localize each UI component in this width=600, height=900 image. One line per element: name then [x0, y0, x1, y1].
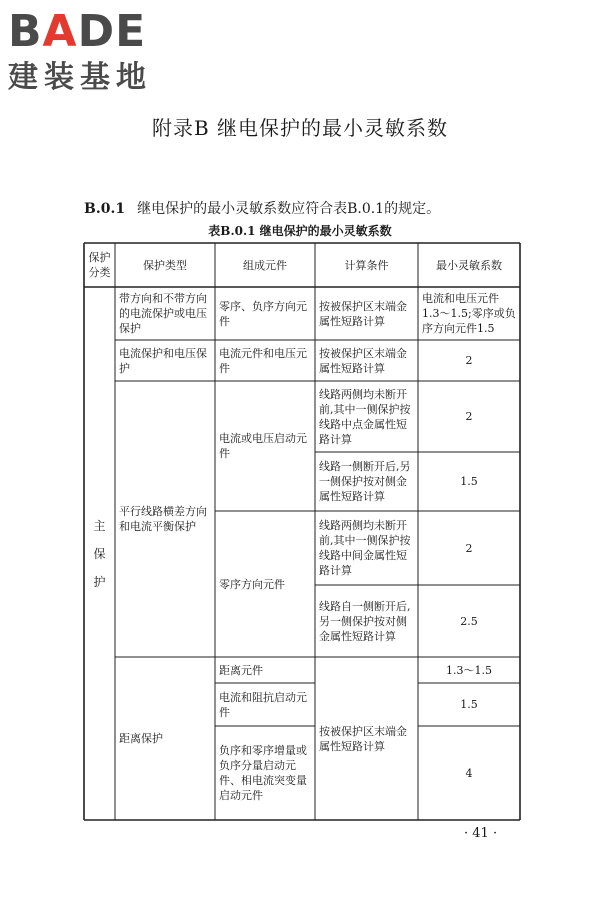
row4-coefficient: 1.5: [460, 475, 478, 488]
clause-number: B.0.1: [84, 201, 126, 217]
row9-component: 负序和零序增量或负序分量启动元件、相电流突变量启动元件: [219, 744, 307, 802]
row7-condition: 按被保护区末端金属性短路计算: [319, 724, 407, 753]
row8-coefficient: 1.5: [460, 698, 478, 711]
row8-component: 电流和阻抗启动元件: [219, 690, 307, 719]
header-category: 保护分类: [88, 251, 111, 279]
table-caption: 表B.0.1 继电保护的最小灵敏系数: [208, 224, 392, 238]
row2-component: 电流元件和电压元件: [219, 346, 307, 375]
row7-type: 距离保护: [119, 732, 163, 745]
row7-component: 距离元件: [219, 663, 263, 677]
row5-component: 零序方向元件: [219, 577, 285, 591]
row6-coefficient: 2.5: [460, 614, 478, 628]
row3-component: 电流或电压启动元件: [219, 432, 307, 460]
row2-coefficient: 2: [465, 354, 473, 367]
logo-main-text: BADE: [8, 6, 147, 57]
row3-type: 平行线路横差方向和电流平衡保护: [119, 505, 207, 533]
logo-sub-text: 建装基地: [8, 60, 152, 95]
row7-coefficient: 1.3～1.5: [446, 663, 492, 677]
row2-type: 电流保护和电压保护: [119, 346, 207, 375]
row3-condition: 线路两侧均未断开前,其中一侧保护按线路中点金属性短路计算: [319, 387, 411, 446]
page-number: · 41 ·: [464, 826, 498, 841]
row5-condition: 线路两侧均未断开前,其中一侧保护按线路中间金属性短路计算: [319, 519, 411, 577]
header-coefficient: 最小灵敏系数: [436, 258, 502, 272]
page-title: 附录B 继电保护的最小灵敏系数: [151, 116, 449, 140]
row6-condition: 线路自一侧断开后,另一侧保护按对侧金属性短路计算: [319, 599, 411, 643]
row1-type: 带方向和不带方向的电流保护或电压保护: [119, 292, 207, 335]
row1-component: 零序、负序方向元件: [219, 299, 307, 328]
header-type: 保护类型: [143, 258, 187, 272]
row1-condition: 按被保护区末端金属性短路计算: [319, 299, 407, 328]
clause-text: 继电保护的最小灵敏系数应符合表B.0.1的规定。: [137, 201, 441, 217]
header-condition: 计算条件: [344, 258, 389, 272]
row3-coefficient: 2: [465, 410, 473, 423]
row5-coefficient: 2: [465, 541, 473, 555]
row1-coefficient: 电流和电压元件1.3～1.5;零序或负序方向元件1.5: [422, 292, 516, 335]
header-component: 组成元件: [243, 258, 287, 272]
row2-condition: 按被保护区末端金属性短路计算: [319, 346, 407, 375]
row4-condition: 线路一侧断开后,另一侧保护按对侧金属性短路计算: [319, 460, 411, 503]
row9-coefficient: 4: [465, 766, 473, 780]
category-cell: 主保护: [93, 518, 106, 589]
